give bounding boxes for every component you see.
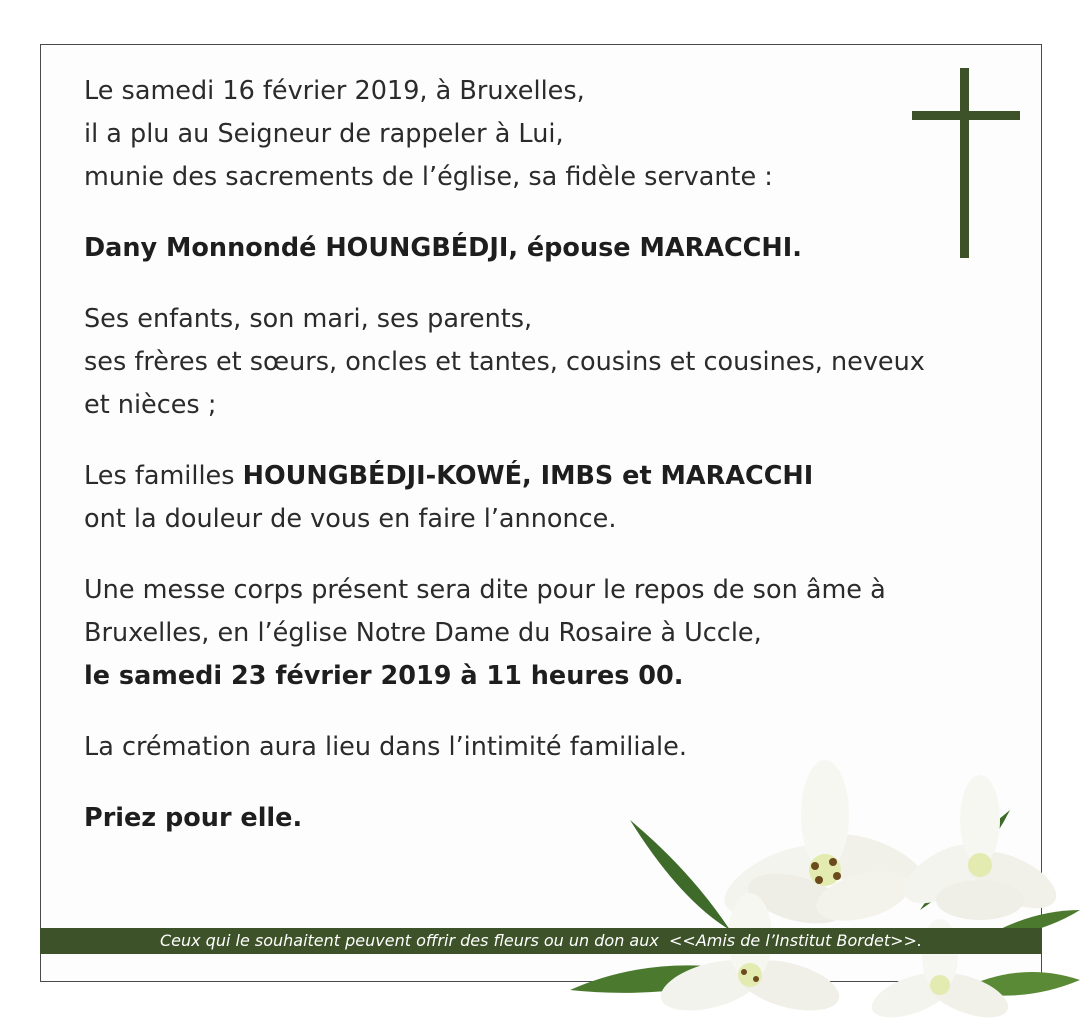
intro-line: il a plu au Seigneur de rappeler à Lui, (84, 119, 564, 149)
intro-line: Le samedi 16 février 2019, à Bruxelles, (84, 76, 585, 106)
prayer-line: Priez pour elle. (84, 803, 303, 833)
intro-line: munie des sacrements de l’église, sa fidèle servante : (84, 162, 773, 192)
family-line: Ses enfants, son mari, ses parents, (84, 304, 533, 334)
families-line (84, 455, 984, 498)
cremation-line: La crémation aura lieu dans l’intimité familiale. (84, 732, 687, 762)
mass-date: le samedi 23 février 2019 à 11 heures 00. (84, 661, 684, 691)
announce-line: ont la douleur de vous en faire l’annonce. (84, 504, 617, 534)
family-line: et nièces ; (84, 390, 217, 420)
mass-line: Bruxelles, en l’église Notre Dame du Rosaire à Uccle, (84, 618, 762, 648)
family-line: ses frères et sœurs, oncles et tantes, cousins et cousines, neveux (84, 347, 925, 377)
families-names: HOUNGBÉDJI-KOWÉ, IMBS et MARACCHI (242, 461, 814, 491)
families-prefix: Les familles (84, 461, 243, 491)
mass-line: Une messe corps présent sera dite pour le repos de son âme à (84, 575, 886, 605)
donation-banner: Ceux qui le souhaitent peuvent offrir des fleurs ou un don aux <<Amis de l’Institut Bordet>>. (40, 928, 1042, 954)
notice-text (84, 70, 984, 840)
deceased-name: Dany Monnondé HOUNGBÉDJI, épouse MARACCHI. (84, 233, 802, 263)
